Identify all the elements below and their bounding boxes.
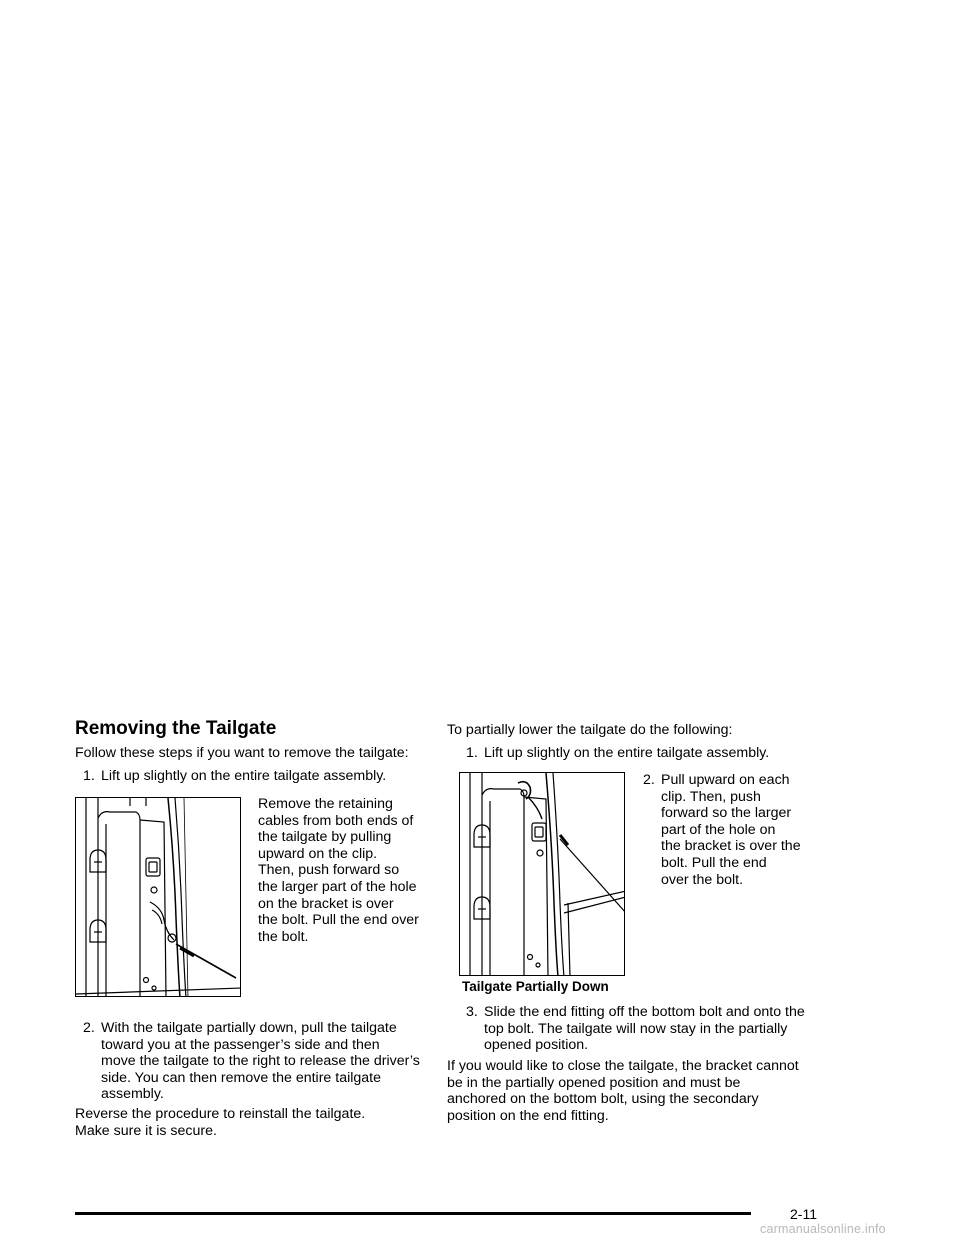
figure-tailgate-cable	[75, 797, 241, 997]
step-text: Lift up slightly on the entire tailgate assembly.	[484, 745, 770, 761]
text-line: toward you at the passenger’s side and then	[101, 1036, 380, 1053]
step-number: 2.	[643, 772, 655, 788]
text-line: the bolt.	[258, 928, 309, 945]
text-line: Then, push forward so	[258, 862, 400, 879]
text-line: If you would like to close the tailgate, the bracket cannot	[447, 1058, 799, 1074]
text-line: Pull upward on each	[661, 772, 790, 788]
tailgate-partially-down-illustration	[460, 773, 625, 976]
text-line: Remove the retaining	[258, 796, 393, 812]
step-number: 3.	[466, 1004, 478, 1020]
text-line: clip. Then, push	[661, 788, 761, 805]
text-line: cables from both ends of	[258, 812, 414, 829]
text-line: move the tailgate to the right to release the driver’s	[101, 1053, 420, 1070]
text-line: the tailgate by pulling	[258, 829, 392, 846]
step-number: 2.	[83, 1020, 95, 1036]
text-line: Slide the end fitting off the bottom bolt and onto the	[484, 1004, 805, 1020]
text-line: With the tailgate partially down, pull the tailgate	[101, 1020, 397, 1036]
section-title: Removing the Tailgate	[75, 718, 277, 739]
footer-rule	[75, 1212, 751, 1215]
text-line: on the bracket is over	[258, 895, 394, 912]
text-line: anchored on the bottom bolt, using the secondary	[447, 1091, 759, 1108]
partial-intro: To partially lower the tailgate do the following:	[447, 722, 733, 738]
reinstall-note	[75, 1106, 435, 1139]
text-line: be in the partially opened position and must be	[447, 1074, 741, 1091]
step-number: 1.	[466, 745, 478, 761]
text-line: over the bolt.	[661, 871, 744, 888]
intro-text: Follow these steps if you want to remove the tailgate:	[75, 745, 409, 761]
text-line: forward so the larger	[661, 805, 792, 822]
step-number: 1.	[83, 768, 95, 784]
text-line: bolt. Pull the end	[661, 854, 767, 871]
side-instructions	[258, 796, 433, 945]
watermark-link[interactable]: carmanualsonline.info	[760, 1222, 886, 1236]
text-line: Reverse the procedure to reinstall the tailgate.	[75, 1106, 366, 1122]
step-text: Lift up slightly on the entire tailgate assembly.	[101, 768, 387, 784]
text-line: assembly.	[101, 1086, 164, 1103]
text-line: the larger part of the hole	[258, 878, 417, 895]
figure-caption: Tailgate Partially Down	[462, 979, 609, 994]
page-number: 2-11	[790, 1206, 817, 1222]
figure-tailgate-partially-down	[459, 772, 625, 976]
text-line: upward on the clip.	[258, 845, 378, 862]
text-line: the bolt. Pull the end over	[258, 912, 419, 929]
text-line: side. You can then remove the entire tailgate	[101, 1069, 382, 1086]
text-line: the bracket is over the	[661, 838, 801, 855]
text-line: position on the end fitting.	[447, 1107, 609, 1124]
text-line: opened position.	[484, 1037, 589, 1054]
closing-note	[447, 1058, 837, 1124]
text-line: Make sure it is secure.	[75, 1122, 217, 1139]
text-line: part of the hole on	[661, 821, 776, 838]
tailgate-cable-illustration	[76, 798, 241, 997]
text-line: top bolt. The tailgate will now stay in the partially	[484, 1020, 788, 1037]
